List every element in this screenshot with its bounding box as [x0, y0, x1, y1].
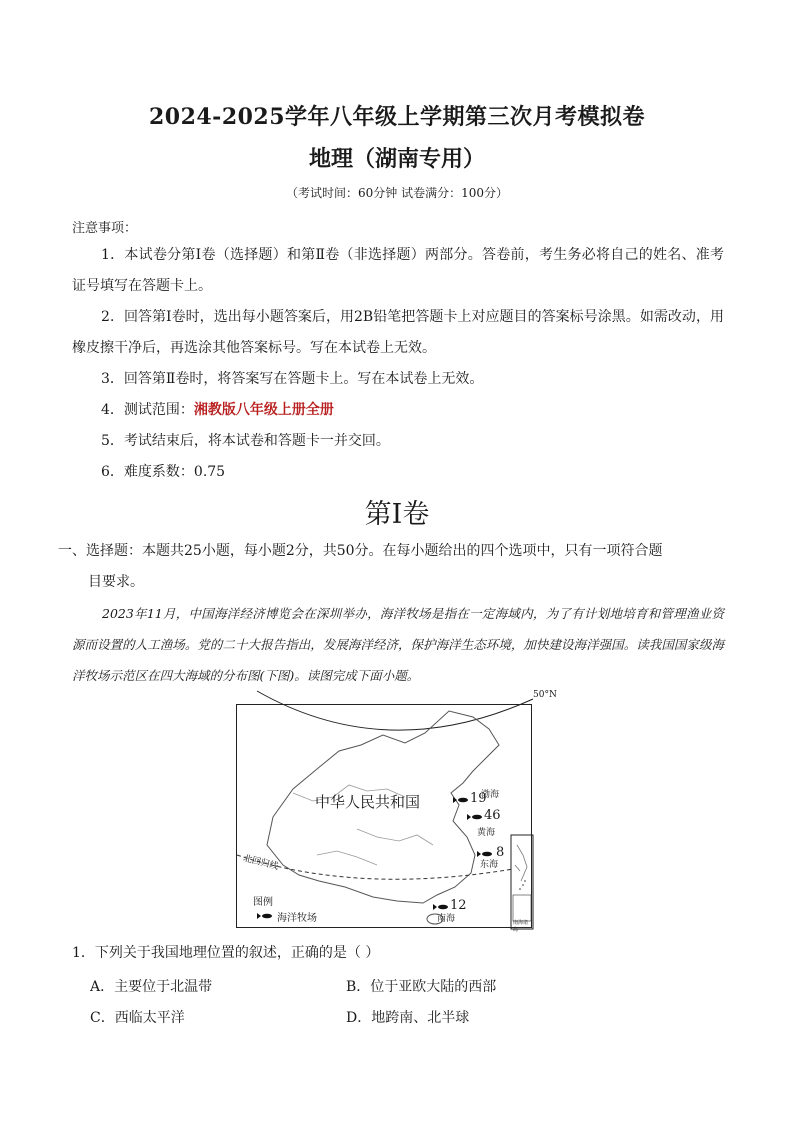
test-scope: 湘教版八年级上册全册: [193, 402, 334, 418]
notice-item-5: 5．考试结束后，将本试卷和答题卡一并交回。: [101, 433, 390, 449]
sea-count-donghai: 8: [496, 845, 505, 860]
legend-item-label: 海洋牧场: [277, 913, 317, 924]
exam-title: 2024-2025学年八年级上学期第三次月考模拟卷: [148, 104, 646, 130]
fish-icon: [453, 797, 468, 803]
tropic-label: 北回归线: [241, 853, 280, 873]
exam-info: （考试时间：60分钟 试卷满分：100分）: [286, 186, 508, 200]
fish-icon: [467, 814, 482, 820]
option-a[interactable]: A．主要位于北温带: [90, 979, 213, 995]
option-b[interactable]: B．位于亚欧大陆的西部: [346, 979, 497, 995]
notice-item-1: 1．本试卷分第Ⅰ卷（选择题）和第Ⅱ卷（非选择题）两部分。答卷前，考生务必将自己的姓名、准考证号填写在答题卡上。: [72, 247, 724, 294]
lat-label: 50°N: [533, 690, 557, 700]
question-1-stem: 1．下列关于我国地理位置的叙述，正确的是（ ）: [72, 945, 380, 961]
sea-name-bohai: 渤海: [481, 790, 500, 800]
sea-name-nanhai: 南海: [437, 914, 456, 924]
notice-item-4: [72, 395, 724, 426]
fish-icon: [257, 913, 272, 919]
fish-icon: [433, 904, 448, 910]
sea-count-nanhai: 12: [450, 898, 467, 913]
option-c[interactable]: C．西临太平洋: [90, 1010, 185, 1026]
notice-item-6: 6．难度系数：0.75: [101, 464, 226, 480]
sea-name-donghai: 东海: [480, 860, 499, 870]
exam-subtitle: 地理（湖南专用）: [308, 146, 485, 172]
notice-item-3: 3．回答第Ⅱ卷时，将答案写在答题卡上。写在本试卷上无效。: [101, 371, 484, 387]
country-label: 中华人民共和国: [315, 793, 421, 811]
material-text: 2023年11月，中国海洋经济博览会在深圳举办，海洋牧场是指在一定海域内，为了有计划地培育和管理渔业资源而设置的人工渔场。党的二十大报告指出，发展海洋经济，保护海洋生态环境，加快建设海洋强国。读我国国家级海洋牧场示范区在四大海域的分布图(下图)。读图完成下面小题。: [72, 606, 724, 683]
map-figure: [236, 704, 532, 933]
notice-item-4-prefix: 4．测试范围：: [101, 402, 194, 418]
option-d[interactable]: D．地跨南、北半球: [346, 1010, 470, 1026]
legend-title: 图例: [253, 897, 273, 908]
sea-count-bohai: 19: [470, 791, 487, 806]
notice-item-2: 2．回答第Ⅰ卷时，选出每小题答案后，用2B铅笔把答题卡上对应题目的答案标号涂黑。如需改动，用橡皮擦干净后，再选涂其他答案标号。写在本试卷上无效。: [72, 309, 724, 356]
part-heading: [58, 536, 724, 598]
section-title: 第Ⅰ卷: [364, 499, 430, 530]
part-heading-line2: 目要求。: [88, 574, 144, 590]
part-heading-line1: 一、选择题：本题共25小题，每小题2分，共50分。在每小题给出的四个选项中，只有一项符合题: [58, 543, 663, 559]
notice-heading: 注意事项：: [72, 221, 138, 236]
sea-count-huanghai: 46: [484, 808, 501, 823]
inset-caption: 南海诸岛: [513, 920, 529, 933]
sea-name-huanghai: 黄海: [477, 828, 496, 838]
